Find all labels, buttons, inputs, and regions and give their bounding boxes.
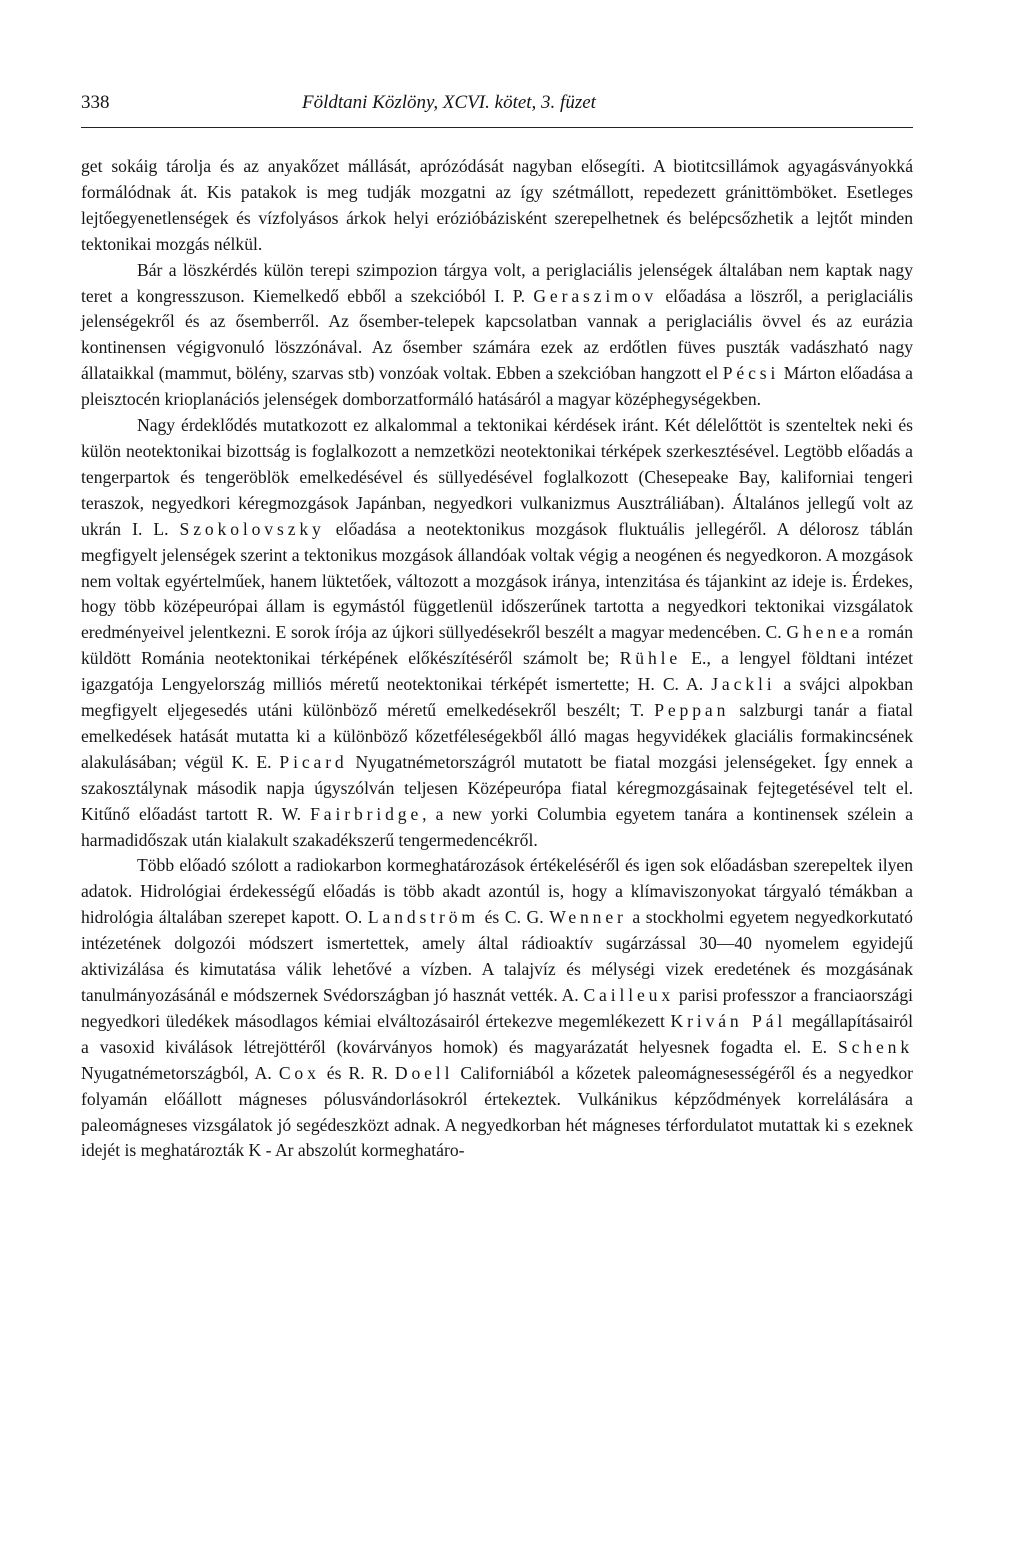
paragraph (81, 258, 913, 413)
paragraph-text: get sokáig tárolja és az anyakőzet mállását, aprózódását nagyban elősegíti. A biotitcsillámok agyagásványokká formálódnak át. Kis patakok is meg tudják mozgatni az így szétmállott, repedezett gránittömböket. Esetleges lejtőegyenetlenségek és vízfolyásos árkok helyi erózióbázisként szerepelhetnek és belépcsőzhetik a lejtőt minden tektonikai mozgás nélkül. (81, 156, 913, 254)
page-number: 338 (81, 92, 110, 113)
header-rule (81, 127, 913, 128)
paragraph (81, 413, 913, 853)
paragraph (81, 154, 913, 258)
author-name: Cox (278, 1062, 320, 1083)
author-name: Jackli (711, 674, 776, 695)
author-name: Cailleux (583, 985, 675, 1005)
paragraph-text: és R. R. (319, 1062, 395, 1083)
paragraph-text: Bár a löszkérdés külön terepi szimpozion tárgya volt, a periglaciális jelenségek általában nem kaptak nagy teret a kongresszuson. Kiemelkedő ebből a szekcióból I. P. (81, 259, 913, 306)
author-name: Peppan (654, 700, 730, 721)
paragraph-text: a stockholmi egyetem negyedkorkutató intézetének dolgozói módszert ismertettek, amely által rádioaktív sugárzással 30—40 nyomelem egyidejű aktivizálása és kimutatása válik lehetővé a vízben. A talajvíz és mélységi vizek eredetének és mozgásának tanulmányozásánál e módszernek Svédországban jó hasznát vették. A. (81, 907, 913, 1005)
paragraph-text: román küldött Románia neotektonikai térképének előkészítéséről számolt be; (81, 622, 913, 669)
paragraph (81, 853, 913, 1164)
author-name: Schenk (837, 1036, 913, 1057)
author-name: Kriván Pál (670, 1010, 787, 1031)
author-name: Geraszimov (533, 285, 658, 306)
paragraph-text: előadása a löszről, a periglaciális jelenségekről és az ősemberről. Az ősember-telepek kapcsolatban vannak a periglaciális övvel és az eurázia kontinensen végigvonuló löszzónával. Az ősember számára ezek az erdőtlen füves puszták vadászható nagy állataikkal (mammut, bölény, szarvas stb) vonzóak voltak. Ebben a szekcióban hangzott el (81, 285, 914, 384)
paragraph-text: salzburgi tanár a fiatal emelkedések hatását mutatta ki a különböző kőzetféleségekből álló magas hegyvidékek glaciális formakincsének alakulásában; végül K. E. (81, 700, 913, 772)
paragraph-text: Márton előadása a pleisztocén krioplanációs jelenségek domborzatformáló hatásáról a magyar középhegységekben. (81, 363, 913, 410)
author-name: Ghenea (786, 622, 864, 643)
author-name: Fairbridge (310, 803, 423, 824)
paragraph-text: a svájci alpokban megfigyelt eljegesedés utáni különböző méretű emelkedésekről beszélt; T. (81, 674, 913, 721)
running-title: Földtani Közlöny, XCVI. kötet, 3. füzet (302, 92, 596, 113)
paragraph-text: Nyugatnémetországból, A. (81, 1062, 279, 1083)
paragraph-text: Több előadó szólott a radiokarbon kormeghatározások értékeléséről és igen sok előadásban szerepeltek ilyen adatok. Hidrológiai érdekességű előadás is több akadt azontúl is, hogy a klímaviszonyokat tárgyaló témákban a hidrológia általában szerepet kapott. O. (81, 855, 913, 928)
author-name: Rühle (619, 648, 682, 669)
paragraph-text: , a new yorki Columbia egyetem tanára a kontinensek szélein a harmadidőszak után kialakult szakadékszerű tengermedencékről. (81, 803, 913, 850)
paragraph-text: Californiából a kőzetek paleomágnesességéről és a negyedkor folyamán előállott mágneses pólusvándorlásokról értekeztek. Vulkánikus képződmények korrelálására a paleomágneses vizsgálatok jó segédeszközt adnak. A negyedkorban hét mágneses térfordulatot mutattak ki s ezeknek idejét is meghatározták K - Ar abszolút kormeghatáro- (81, 1062, 913, 1161)
author-name: Wenner (549, 907, 627, 928)
paragraph-text: és C. G. (478, 907, 550, 928)
author-name: Landström (367, 907, 479, 928)
paragraph-text: Nyugatnémetországról mutatott be fiatal mozgási jelenségeket. Így ennek a szakosztálynak második napja úgyszólván teljesen Középeurópa fiatal kéregmozgásainak fejtegetésével telt el. Kitűnő előadást tartott R. W. (81, 751, 913, 824)
article-body (81, 154, 913, 1164)
paragraph-text: parisi professzor a franciaországi negyedkori üledékek másodlagos kémiai elváltozásairól értekezve megemlékezett (81, 985, 913, 1031)
paragraph-text: előadása a neotektonikus mozgások fluktuális jellegéről. A délorosz táblán megfigyelt jelenségek szerint a tektonikus mozgások állandóak voltak végig a neogénen és negyedkoron. A mozgások nem voltak egyértelműek, hanem lüktetőek, változott a mozgások iránya, intenzitása és tájankint az ideje is. Érdekes, hogy több középeurópai állam is egymástól függetlenül időszerűnek tartotta a negyedkori tektonikai vizsgálatok eredményeivel jelentkezni. E sorok írója az újkori süllyedésekről beszélt a magyar medencében. C. (81, 518, 913, 643)
author-name: Doell (394, 1062, 454, 1083)
paragraph-text: E., a lengyel földtani intézet igazgatója Lengyelország milliós méretű neotektonikai térképét ismertette; H. C. A. (81, 648, 913, 695)
journal-page (81, 92, 913, 120)
author-name: Picard (279, 751, 348, 772)
author-name: Szokolovszky (179, 518, 325, 539)
author-name: Pécsi (722, 363, 780, 384)
page-header (81, 92, 913, 120)
paragraph-text: megállapításairól a vasoxid kiválások létrejöttéről (kovárványos homok) és magyarázatát helyesnek fogadta el. E. (81, 1010, 913, 1057)
paragraph-text: Nagy érdeklődés mutatkozott ez alkalommal a tektonikai kérdések iránt. Két délelőttöt is szenteltek neki és külön neotektonikai bizottság is foglalkozott a nemzetközi neotektonikai térképek szerkesztésével. Legtöbb előadás a tengerpartok és tengeröblök emelkedésével és süllyedésével foglalkozott (Chesepeake Bay, kaliforniai tengeri teraszok, negyedkori kéregmozgások Japánban, negyedkori vulkanizmus Ausztráliában). Általános jellegű volt az ukrán I. L. (81, 415, 913, 539)
